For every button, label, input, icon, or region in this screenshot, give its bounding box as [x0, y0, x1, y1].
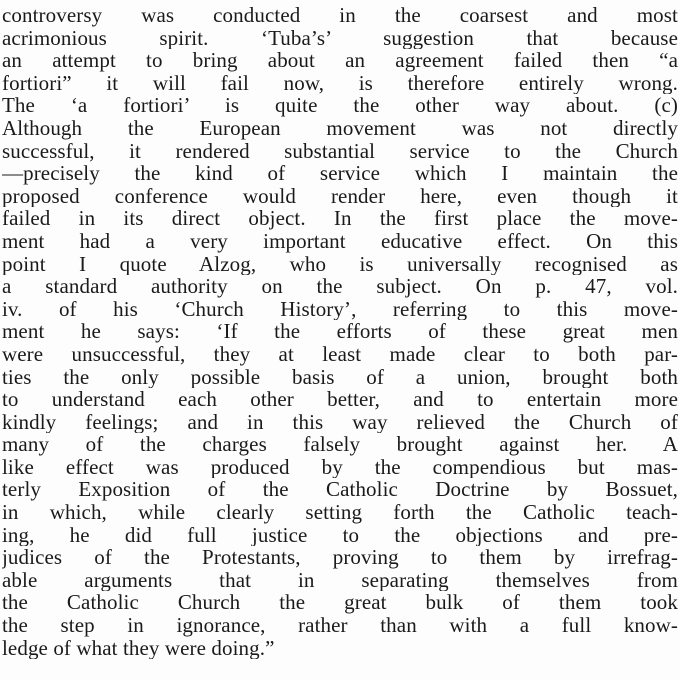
text-line: ties the only possible basis of a union, brought both	[2, 365, 678, 389]
text-line: were unsuccessful, they at least made clear to both par-	[2, 342, 678, 366]
text-line: Although the European movement was not directly	[2, 116, 678, 140]
text-line: ment had a very important educative effect. On this	[2, 229, 678, 253]
text-line: —precisely the kind of service which I maintain the	[2, 162, 678, 185]
text-line: an attempt to bring about an agreement failed then “a	[2, 49, 678, 72]
text-line: the Catholic Church the great bulk of them took	[2, 591, 678, 615]
text-line: like effect was produced by the compendious but mas-	[2, 455, 678, 479]
text-line: terly Exposition of the Catholic Doctrine by Bossuet,	[2, 478, 678, 502]
text-line: iv. of his ‘Church History’, referring to this move-	[2, 297, 678, 321]
text-line: ing, he did full justice to the objections and pre-	[2, 523, 678, 547]
text-line: a standard authority on the subject. On p. 47, vol.	[2, 275, 678, 298]
text-line: failed in its direct object. In the first place the move-	[2, 207, 678, 230]
text-line: the step in ignorance, rather than with a full know-	[2, 614, 678, 637]
text-line: judices of the Protestants, proving to them by irrefrag-	[2, 546, 678, 569]
text-line: acrimonious spirit. ‘Tuba’s’ suggestion that because	[2, 26, 678, 50]
text-line: point I quote Alzog, who is universally recognised as	[2, 252, 678, 276]
text-line: in which, while clearly setting forth the Catholic teach-	[2, 501, 678, 524]
text-line: fortiori” it will fail now, is therefore entirely wrong.	[2, 71, 678, 95]
text-line: ment he says: ‘If the efforts of these great men	[2, 320, 678, 343]
text-line: to understand each other better, and to entertain more	[2, 388, 678, 411]
text-line: able arguments that in separating themselves from	[2, 568, 678, 592]
text-line: The ‘a fortiori’ is quite the other way about. (c)	[2, 94, 678, 117]
text-line: controversy was conducted in the coarsest and most	[2, 4, 678, 27]
text-line: many of the charges falsely brought against her. A	[2, 433, 678, 456]
text-line: successful, it rendered substantial service to the Church	[2, 139, 678, 163]
text-line: kindly feelings; and in this way relieved the Church of	[2, 410, 678, 434]
article-column	[2, 4, 678, 659]
text-line: ledge of what they were doing.”	[2, 636, 275, 660]
text-line: proposed conference would render here, even though it	[2, 184, 678, 208]
